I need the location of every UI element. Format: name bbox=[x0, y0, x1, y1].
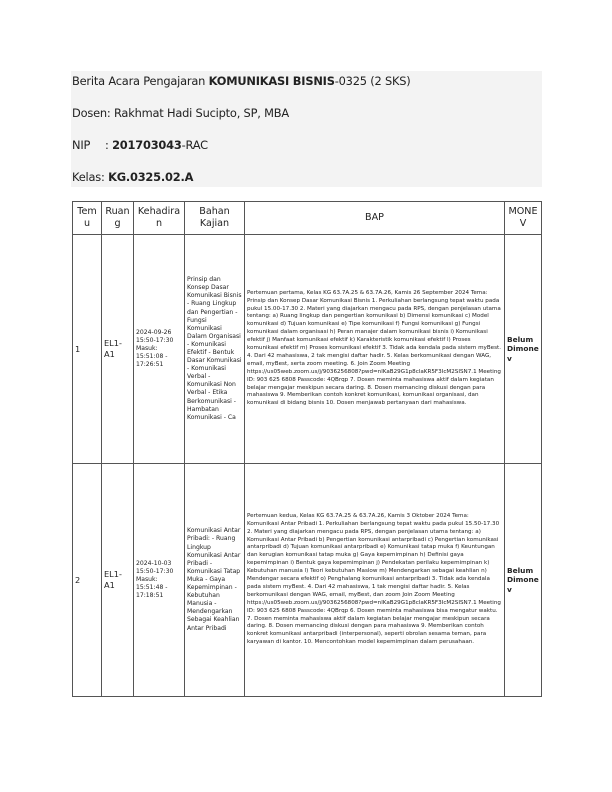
nip-label: NIP bbox=[72, 138, 91, 152]
cell-temu: 2 bbox=[73, 464, 102, 697]
dosen-name: Rakhmat Hadi Sucipto, SP, MBA bbox=[113, 106, 289, 120]
col-header-kehadiran: Kehadiran bbox=[134, 202, 185, 235]
cell-kehadiran: 2024-10-03 15:50-17:30 Masuk: 15:51:48 - 17:18:51 bbox=[134, 464, 185, 697]
col-header-monev: MONEV bbox=[505, 202, 542, 235]
document-title bbox=[72, 74, 411, 88]
course-suffix: -0325 (2 SKS) bbox=[334, 74, 411, 88]
cell-kehadiran: 2024-09-26 15:50-17:30 Masuk: 15:51:08 - 17:26:51 bbox=[134, 235, 185, 464]
table-row bbox=[73, 464, 542, 697]
cell-temu: 1 bbox=[73, 235, 102, 464]
kelas-label: Kelas: bbox=[72, 170, 109, 184]
dosen-label: Dosen: bbox=[72, 106, 114, 120]
cell-monev-status: Belum Dimonev bbox=[505, 464, 542, 697]
cell-bap: Pertemuan kedua, Kelas KG 63.7A.25 & 63.7A.26, Kamis 3 Oktober 2024 Tema: Komunikasi Antar Pribadi 1. Perkuliahan berlangsung tepat waktu pada pukul 15.50-17.30 2. Materi yang diajarkan mengacu pada RPS, dengan penjelasan utama tentang: a) Komunikasi Antar Pribadi b) Pengertian komunikasi antarpribadi c) Pengertian komunikasi antarpribadi d) Tujuan komunikasi antarpribadi e) Komunikasi tatap muka f) Keuntungan dan kerugian komunikasi tatap muka g) Gaya kepemimpinan h) Definisi gaya kepemimpinan i) Bentuk gaya kepemimpinan j) Pendekatan perilaku kepemimpinan k) Kebutuhan manusia l) Teori kebutuhan Maslow m) Mendengarkan sebagai keahlian n) Mendengar secara efektif o) Penghalang komunikasi antarpribadi 3. Tidak ada kendala pada sistem myBest. 4. Dari 42 mahasiswa, 1 tak mengisi daftar hadir. 5. Kelas berkomunikasi dengan WAG, email, myBest, dan zoom Join Zoom Meeting https://us05web.zoom.us/j/9036256808?pwd=nlKaB29G1p8claKR5F3IcM2SISN7.1 Meeting ID: 903 625 6808 Passcode: 4QBrqp 6. Dosen meminta mahasiswa bisa mengatur waktu. 7. Dosen meminta mahasiswa aktif dalam kegiatan belajar mengajar meskipun secara daring. 8. Dosen memancing diskusi dengan para mahasiswa 9. Memberikan contoh konkret komunikasi antarpribadi (interpersonal), seperti obrolan sesama teman, para karyawan di kantor. 10. Mencontohkan model kepemimpinan dalam perusahaan. bbox=[245, 464, 505, 697]
title-prefix: Berita Acara Pengajaran bbox=[72, 74, 209, 88]
cell-bahan-kajian: Komunikasi Antar Pribadi: - Ruang Lingkup Komunikasi Antar Pribadi - Komunikasi Tatap Muka - Gaya Kepemimpinan - Kebutuhan Manusia - Mendengarkan Sebagai Keahlian Antar Pribadi bbox=[185, 464, 245, 697]
nip-line bbox=[72, 138, 208, 152]
nip-suffix: -RAC bbox=[181, 138, 208, 152]
table-row bbox=[73, 235, 542, 464]
col-header-bahan-kajian: Bahan Kajian bbox=[185, 202, 245, 235]
col-header-temu: Temu bbox=[73, 202, 102, 235]
bap-table bbox=[72, 201, 542, 697]
cell-monev-status: Belum Dimonev bbox=[505, 235, 542, 464]
cell-ruang: EL1-A1 bbox=[102, 235, 134, 464]
table-header-row bbox=[73, 202, 542, 235]
col-header-ruang: Ruang bbox=[102, 202, 134, 235]
dosen-line bbox=[72, 106, 289, 120]
kelas-value: KG.0325.02.A bbox=[108, 170, 194, 184]
nip-separator: : bbox=[105, 138, 113, 152]
cell-ruang: EL1-A1 bbox=[102, 464, 134, 697]
kelas-line bbox=[72, 170, 193, 184]
course-name: KOMUNIKASI BISNIS bbox=[208, 74, 335, 88]
cell-bahan-kajian: Prinsip dan Konsep Dasar Komunikasi Bisnis - Ruang Lingkup dan Pengertian - Fungsi Komunikasi Dalam Organisasi - Komunikasi Efektif - Bentuk Dasar Komunikasi - Komunikasi Verbal - Komunikasi Non Verbal - Etika Berkomunikasi - Hambatan Komunikasi - Ca bbox=[185, 235, 245, 464]
cell-bap: Pertemuan pertama, Kelas KG 63.7A.25 & 63.7A.26, Kamis 26 September 2024 Tema: Prinsip dan Konsep Dasar Komunikasi Bisnis 1. Perkuliahan berlangsung tepat waktu pada pukul 15.00-17.30 2. Materi yang diajarkan mengacu pada RPS, dengan penjelasan utama tentang: a) Ruang lingkup dan pengertian komunikasi b) Dimensi komunikasi c) Model komunikasi d) Tujuan komunikasi e) Tipe komunikasi f) Fungsi komunikasi g) Fungsi komunikasi dalam organisasi h) Peran manajer dalam komunikasi bisnis i) Komunikasi efektif j) Manfaat komunikasi efektif k) Karakteristik komunikasi efektif l) Proses komunikasi efektif m) Proses komunikasi efektif 3. Tidak ada kendala pada sistem myBest. 4. Dari 42 mahasiswa, 2 tak mengisi daftar hadir. 5. Kelas berkomunikasi dengan WAG, email, myBest, serta zoom meeting. 6. Join Zoom Meeting https://us05web.zoom.us/j/9036256808?pwd=nlKaB29G1p8claKR5F3IcM2SISN7.1 Meeting ID: 903 625 6808 Passcode: 4QBrqp 7. Dosen meminta mahasiswa aktif dalam kegiatan belajar mengajar meskipun secara daring. 8. Dosen memancing diskusi dengan para mahasiswa 9. Memberikan contoh konkret komunikasi, komunikasi organisasi, dan komunikasi di bidang bisnis 10. Dosen menjawab pertanyaan dari mahasiswa. bbox=[245, 235, 505, 464]
nip-value: 201703043 bbox=[112, 138, 182, 152]
col-header-bap: BAP bbox=[245, 202, 505, 235]
